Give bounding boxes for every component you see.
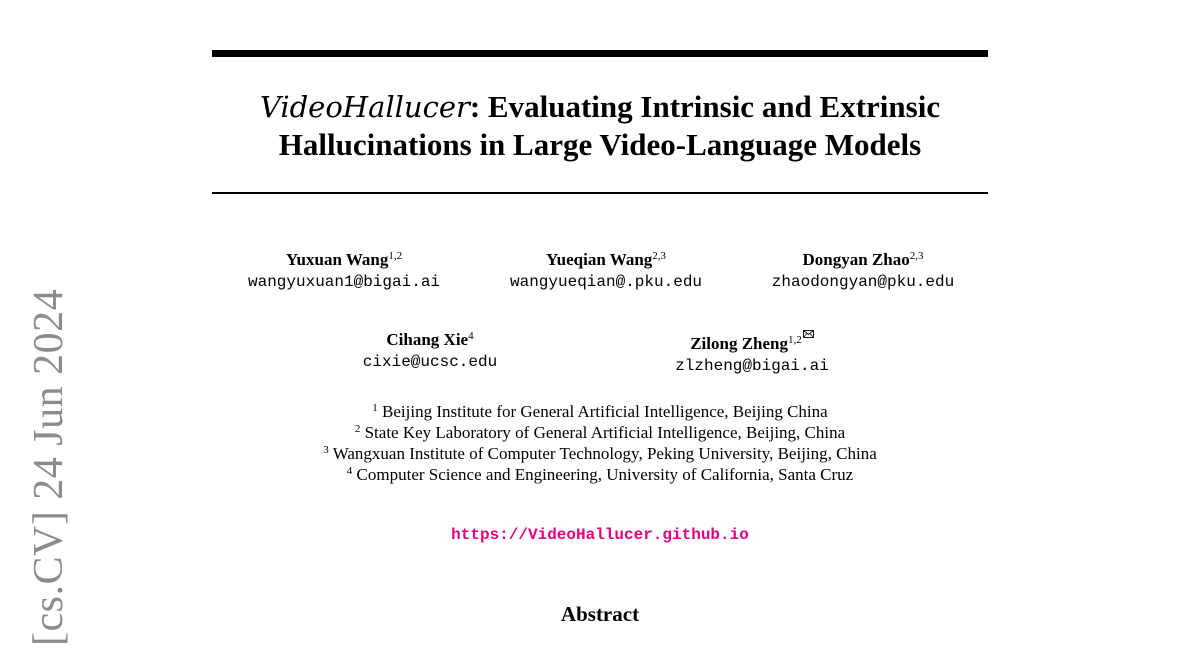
title-rule-top xyxy=(212,50,988,57)
author-2 xyxy=(484,250,728,292)
author-name: Zilong Zheng$^{1,2}$ xyxy=(642,330,862,354)
title-line-1-rest: : Evaluating Intrinsic and Extrinsic xyxy=(469,89,941,124)
arxiv-stamp: [cs.CV] 24 Jun 2024 xyxy=(26,288,72,646)
mail-icon xyxy=(803,330,814,338)
author-name: Yuxuan Wang$^{1,2}$ xyxy=(285,250,403,269)
author-name: Yueqian Wang$^{2,3}$ xyxy=(545,250,667,269)
author-email[interactable]: cixie@ucsc.edu xyxy=(362,353,498,371)
affiliation-3: $^3$ Wangxuan Institute of Computer Technology, Peking University, Beijing, China xyxy=(323,444,877,463)
author-3 xyxy=(746,250,980,292)
title-rule-bottom xyxy=(212,192,988,194)
author-1 xyxy=(222,250,466,292)
author-name: Dongyan Zhao$^{2,3}$ xyxy=(802,250,924,269)
title-brand: VideoHallucer xyxy=(259,90,470,124)
paper-title xyxy=(212,88,988,164)
author-email[interactable]: zhaodongyan@pku.edu xyxy=(771,273,955,291)
project-url-link[interactable]: https://VideoHallucer.github.io xyxy=(451,526,749,544)
author-email[interactable]: wangyueqian@.pku.edu xyxy=(509,273,703,291)
author-email[interactable]: zlzheng@bigai.ai xyxy=(675,357,829,375)
author-4 xyxy=(330,330,530,372)
affiliations xyxy=(212,401,988,485)
author-affil-sup: 2,3 xyxy=(909,250,924,262)
affiliation-2: $^2$ State Key Laboratory of General Artificial Intelligence, Beijing, China xyxy=(354,423,846,442)
abstract-heading: Abstract xyxy=(560,602,640,626)
author-5 xyxy=(642,330,862,376)
author-email[interactable]: wangyuxuan1@bigai.ai xyxy=(247,273,441,291)
author-affil-sup: 1,2 xyxy=(388,250,403,262)
affiliation-1: $^1$ Beijing Institute for General Artificial Intelligence, Beijing China xyxy=(372,402,828,421)
author-affil-sup: 2,3 xyxy=(652,250,667,262)
title-line-1 xyxy=(212,88,988,126)
author-affil-sup: 4 xyxy=(468,330,474,342)
author-affil-sup: 1,2 xyxy=(788,334,814,346)
affiliation-4: $^4$ Computer Science and Engineering, University of California, Santa Cruz xyxy=(346,465,854,484)
title-line-2: Hallucinations in Large Video-Language Models xyxy=(278,127,922,162)
author-name: Cihang Xie$^4$ xyxy=(386,330,474,349)
